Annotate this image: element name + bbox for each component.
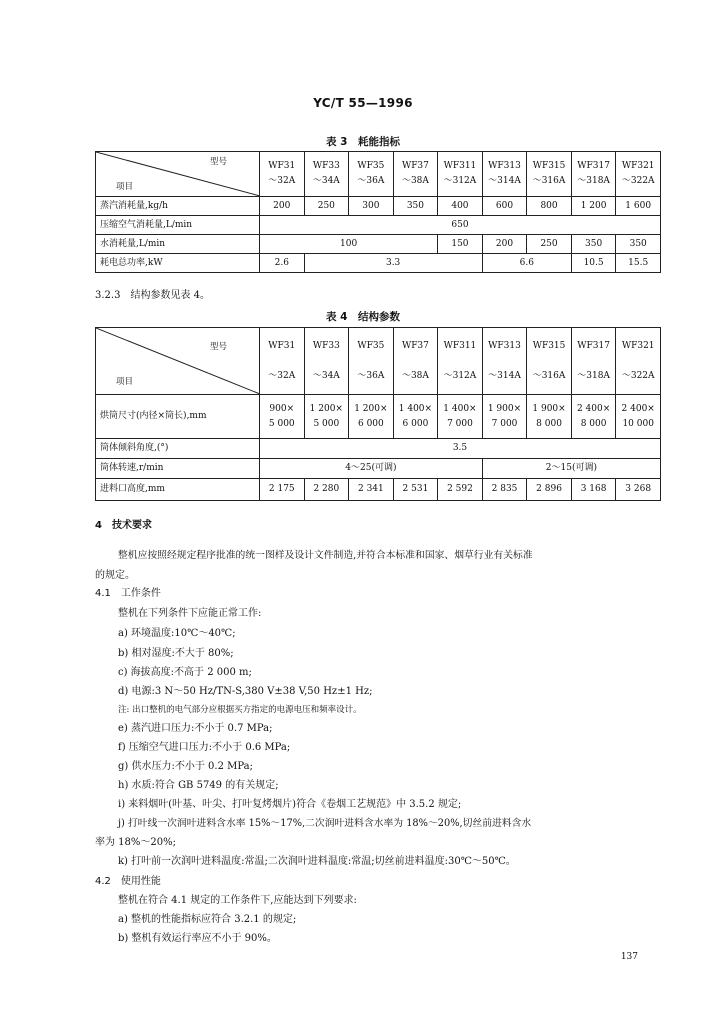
cell-text: 2 400× (576, 403, 611, 414)
cell-text: WF315 (532, 161, 566, 171)
table-cell: 2.6 (260, 254, 305, 273)
cell-text: ～318A (577, 176, 610, 186)
cell-text: ～322A (621, 176, 655, 186)
table-cell: 200 (260, 197, 305, 216)
table-cell: 2 175 (260, 479, 305, 501)
cell-text: 2 400× (621, 403, 655, 414)
cell-text: 900× (269, 403, 295, 414)
condition-g: g) 供水压力:不小于 0.2 MPa; (118, 761, 253, 772)
model-header (616, 152, 661, 197)
model-header (616, 328, 661, 395)
table-cell: 2 592 (438, 479, 483, 501)
cell-text: 6 000 (357, 418, 384, 429)
cell-text: 7 000 (447, 418, 473, 429)
size-row (96, 395, 661, 439)
condition-d: d) 电源:3 N～50 Hz/TN-S,380 V±38 V,50 Hz±1 Hz; (118, 686, 373, 697)
cell-text: ～34A (312, 176, 340, 186)
table4 (95, 327, 661, 501)
condition-c: c) 海拔高度:不高于 2 000 m; (118, 667, 252, 678)
model-header (349, 328, 394, 395)
cell-text: ～38A (401, 370, 429, 381)
table-cell: 200 (482, 235, 527, 254)
table-cell (304, 395, 349, 439)
model-header (349, 152, 394, 197)
model-header (393, 328, 438, 395)
table-cell: 350 (393, 197, 438, 216)
cell-text: 5 000 (313, 418, 340, 429)
power-row (96, 254, 661, 273)
model-header (482, 152, 527, 197)
cell-text: WF313 (488, 340, 521, 351)
cell-text: WF313 (488, 161, 521, 171)
model-header (260, 328, 305, 395)
table-cell: 250 (304, 197, 349, 216)
table-cell (393, 395, 438, 439)
section-4-2-heading: 4.2 使用性能 (95, 876, 161, 887)
table-cell: 2 896 (527, 479, 572, 501)
cell-text: WF317 (577, 340, 610, 351)
table-cell: 350 (571, 235, 616, 254)
cell-text: WF35 (357, 340, 385, 351)
cell-text: ～316A (532, 370, 566, 381)
cell-text: ～38A (401, 176, 429, 186)
table-cell: 3.5 (260, 439, 661, 459)
cell-text: 1 400× (443, 403, 477, 414)
section-4-2-intro: 整机在符合 4.1 规定的工作条件下,应能达到下列要求: (118, 895, 357, 906)
condition-k: k) 打叶前一次润叶进料温度:常温;二次润叶进料温度:常温;切丝前进料温度:30℃～50℃。 (118, 856, 516, 867)
table-cell: 400 (438, 197, 483, 216)
paragraph-4-line1: 整机应按照经规定程序批准的统一图样及设计文件制造,并符合本标准和国家、烟草行业有关标准 (118, 550, 533, 561)
air-row (96, 216, 661, 235)
cell-text: ～312A (443, 176, 477, 186)
paragraph-4-line2: 的规定。 (95, 570, 135, 581)
table-cell: 2 280 (304, 479, 349, 501)
table-cell: 3 268 (616, 479, 661, 501)
model-header (438, 152, 483, 197)
model-header (571, 152, 616, 197)
model-header (393, 152, 438, 197)
cell-text: 7 000 (491, 418, 518, 429)
table-cell (616, 395, 661, 439)
condition-i: i) 来料烟叶(叶基、叶尖、打叶复烤烟片)符合《卷烟工艺规范》中 3.5.2 规定; (118, 799, 462, 810)
model-header (304, 328, 349, 395)
cell-text: ～316A (532, 176, 566, 186)
cell-text: 1 900× (487, 403, 522, 414)
cell-text: ～36A (357, 176, 385, 186)
condition-h: h) 水质:符合 GB 5749 的有关规定; (118, 780, 279, 791)
table4-corner (96, 328, 260, 395)
model-header (260, 152, 305, 197)
table-cell: 350 (616, 235, 661, 254)
cell-text: 8 000 (580, 418, 607, 429)
inlet-row (96, 479, 661, 501)
model-header (527, 328, 572, 395)
table-cell: 3.3 (304, 254, 482, 273)
table-cell: 10.5 (571, 254, 616, 273)
cell-text: WF311 (443, 161, 477, 171)
tilt-row (96, 439, 661, 459)
cell-text: WF33 (312, 340, 340, 351)
cell-text: ～312A (443, 370, 477, 381)
table-row (96, 152, 661, 197)
cell-text: 10 000 (622, 418, 654, 429)
cell-text: 1 900× (532, 403, 566, 414)
table-cell: 2～15(可调) (482, 459, 660, 479)
cell-text: 1 200× (354, 403, 388, 414)
running-header: YC/T 55—1996 (313, 96, 413, 110)
table-cell: 烘筒尺寸(内径×筒长),mm (96, 395, 260, 439)
model-header (527, 152, 572, 197)
section-4-1-heading: 4.1 工作条件 (95, 588, 161, 599)
cell-text: WF321 (621, 161, 655, 171)
cell-text: ～322A (621, 370, 655, 381)
table3-corner (96, 152, 260, 197)
cell-text: 6 000 (402, 418, 429, 429)
table-cell (527, 395, 572, 439)
cell-text: WF31 (268, 161, 296, 171)
table-cell: 150 (438, 235, 483, 254)
table-cell: 筒体倾斜角度,(°) (96, 439, 260, 459)
table-cell: 筒体转速,r/min (96, 459, 260, 479)
table3 (95, 151, 661, 273)
table-cell: 250 (527, 235, 572, 254)
page-number: 137 (620, 952, 638, 962)
section-3-2-3: 3.2.3 结构参数见表 4。 (95, 290, 210, 301)
cell-text: 8 000 (536, 418, 562, 429)
table-cell: 蒸汽消耗量,kg/h (96, 197, 260, 216)
table-cell: 4～25(可调) (260, 459, 483, 479)
table-cell: 2 531 (393, 479, 438, 501)
model-header (438, 328, 483, 395)
table-cell: 3 168 (571, 479, 616, 501)
table3-caption: 表 3 耗能指标 (326, 136, 400, 148)
table-cell: 100 (260, 235, 438, 254)
cell-text: ～32A (268, 176, 296, 186)
cell-text: ～314A (488, 176, 521, 186)
cell-text: WF37 (401, 340, 429, 351)
cell-text: WF37 (401, 161, 429, 171)
cell-text: ～318A (577, 370, 610, 381)
table-cell: 1 200 (571, 197, 616, 216)
table-cell: 压缩空气消耗量,L/min (96, 216, 260, 235)
table-cell: 6.6 (482, 254, 571, 273)
corner-item-label: 项目 (116, 377, 134, 387)
table-cell: 15.5 (616, 254, 661, 273)
cell-text: WF311 (443, 340, 477, 351)
cell-text: WF31 (268, 340, 296, 351)
requirement-a: a) 整机的性能指标应符合 3.2.1 的规定; (118, 914, 297, 925)
table-cell: 水消耗量,L/min (96, 235, 260, 254)
corner-item-label: 项目 (116, 182, 134, 192)
table-cell: 2 341 (349, 479, 394, 501)
cell-text: ～314A (488, 370, 521, 381)
corner-model-label: 型号 (209, 342, 227, 352)
cell-text: WF315 (532, 340, 566, 351)
model-header (571, 328, 616, 395)
cell-text: WF33 (312, 161, 340, 171)
cell-text: 1 400× (398, 403, 433, 414)
table-cell: 650 (260, 216, 661, 235)
cell-text: ～36A (357, 370, 385, 381)
cell-text: ～32A (268, 370, 296, 381)
speed-row (96, 459, 661, 479)
cell-text: ～34A (312, 370, 340, 381)
table-cell: 进料口高度,mm (96, 479, 260, 501)
condition-note: 注: 出口整机的电气部分应根据买方指定的电源电压和频率设计。 (118, 705, 362, 715)
table4-caption: 表 4 结构参数 (326, 311, 400, 323)
section-4-1-intro: 整机在下列条件下应能正常工作: (118, 608, 262, 619)
cell-text: 5 000 (268, 418, 295, 429)
model-header (304, 152, 349, 197)
table-cell: 800 (527, 197, 572, 216)
cell-text: WF35 (357, 161, 385, 171)
corner-model-label: 型号 (209, 157, 227, 167)
condition-j-line2: 率为 18%～20%; (95, 837, 177, 848)
table-cell (260, 395, 305, 439)
table-cell (482, 395, 527, 439)
table-cell (438, 395, 483, 439)
table-cell: 1 600 (616, 197, 661, 216)
cell-text: WF317 (577, 161, 610, 171)
table-cell: 2 835 (482, 479, 527, 501)
section-4-heading: 4 技术要求 (95, 520, 152, 531)
table-cell: 600 (482, 197, 527, 216)
requirement-b: b) 整机有效运行率应不小于 90%。 (118, 933, 277, 944)
condition-j-line1: j) 打叶线一次润叶进料含水率 15%～17%,二次润叶进料含水率为 18%～20%,切丝前进料含水 (118, 818, 532, 829)
table-cell: 耗电总功率,kW (96, 254, 260, 273)
water-row (96, 235, 661, 254)
condition-a: a) 环境温度:10℃～40℃; (118, 628, 236, 639)
table-cell (571, 395, 616, 439)
cell-text: 1 200× (309, 403, 343, 414)
model-header (482, 328, 527, 395)
table-row (96, 328, 661, 395)
table-cell (349, 395, 394, 439)
condition-e: e) 蒸汽进口压力:不小于 0.7 MPa; (118, 723, 273, 734)
condition-b: b) 相对湿度:不大于 80%; (118, 648, 234, 659)
steam-row (96, 197, 661, 216)
condition-f: f) 压缩空气进口压力:不小于 0.6 MPa; (118, 742, 291, 753)
table-cell: 300 (349, 197, 394, 216)
cell-text: WF321 (621, 340, 655, 351)
